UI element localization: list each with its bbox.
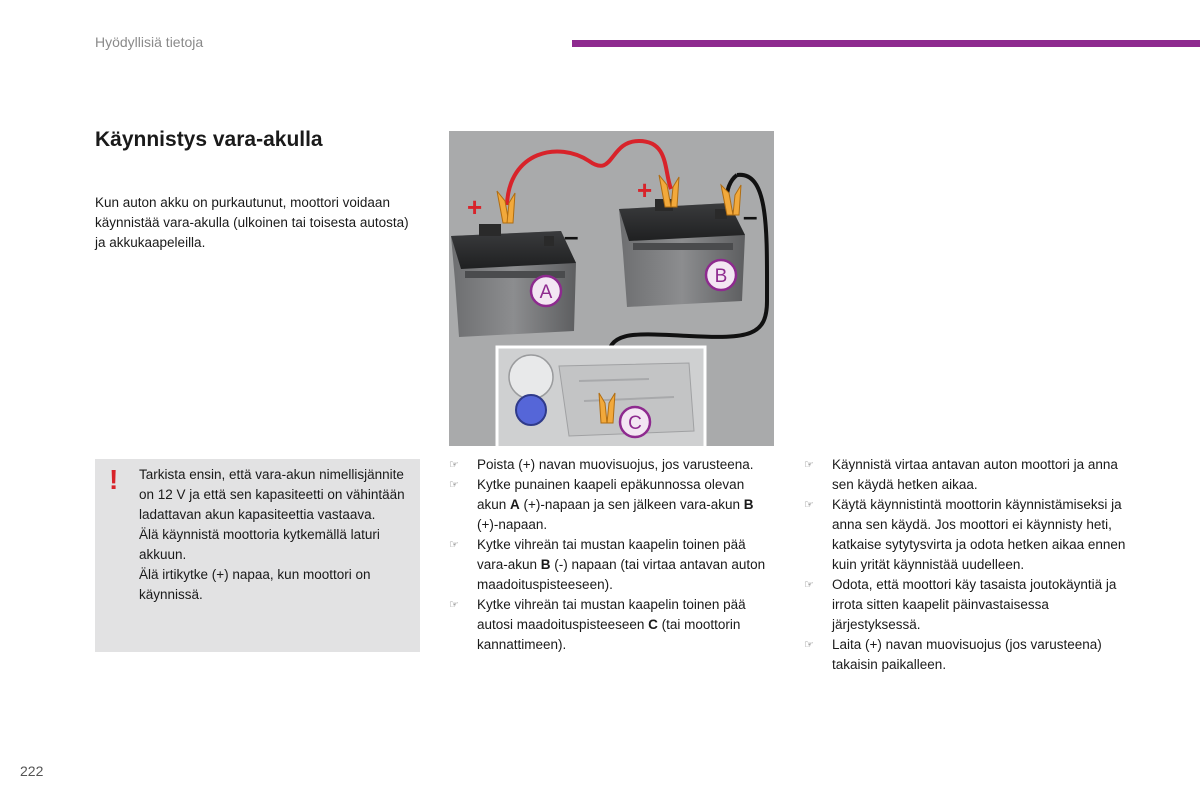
- pointing-hand-icon: ☞: [449, 539, 459, 551]
- intro-paragraph: Kun auton akku on purkautunut, moottori voidaan käynnistää vara-akulla (ulkoinen tai toisesta autosta) ja akkukaapeleilla.: [95, 195, 409, 250]
- plus-sign-b: +: [637, 175, 653, 205]
- pointing-hand-icon: ☞: [804, 459, 814, 471]
- procedure-steps-column-1: [449, 455, 769, 655]
- label-a-badge: [531, 276, 561, 306]
- procedure-steps-column-2: [804, 455, 1134, 675]
- warning-line: Älä irtikytke (+) napaa, kun moottori on käynnissä.: [139, 567, 371, 602]
- step-item: ☞ Kytke vihreän tai mustan kaapelin toinen pää vara-akun B (-) napaan (tai virtaa antavan auton maadoituspisteeseen).: [449, 537, 766, 592]
- svg-text:C: C: [628, 413, 642, 434]
- pointing-hand-icon: ☞: [804, 579, 814, 591]
- svg-text:A: A: [539, 282, 553, 303]
- step-item: ☞ Kytke punainen kaapeli epäkunnossa olevan akun A (+)-napaan ja sen jälkeen vara-akun B (+)-napaan.: [449, 477, 754, 532]
- minus-sign-b: –: [743, 201, 758, 231]
- step-item: ☞ Käytä käynnistintä moottorin käynnistämiseksi ja anna sen käydä. Jos moottori ei käynnisty heti, katkaise sytytysvirta ja odota hetken aikaa ennen kuin yrität käynnistää uudelleen.: [804, 497, 1126, 572]
- warning-text: [139, 465, 411, 605]
- step-item: ☞ Laita (+) navan muovisuojus (jos varusteena) takaisin paikalleen.: [804, 637, 1102, 672]
- pointing-hand-icon: ☞: [804, 499, 814, 511]
- pointing-hand-icon: ☞: [449, 599, 459, 611]
- step-item: ☞ Kytke vihreän tai mustan kaapelin toinen pää autosi maadoituspisteeseen C (tai moottorin kannattimeen).: [449, 597, 746, 652]
- step-item: ☞ Käynnistä virtaa antavan auton moottori ja anna sen käydä hetken aikaa.: [804, 457, 1118, 492]
- warning-box: [95, 459, 420, 652]
- minus-sign-a: –: [564, 221, 579, 251]
- section-label: Hyödyllisiä tietoja: [95, 34, 204, 50]
- section-accent-bar: [572, 40, 1200, 47]
- battery-b-icon: [619, 199, 745, 307]
- step-item: ☞ Odota, että moottori käy tasaista joutokäyntiä ja irrota sitten kaapelit päinvastaisessa järjestyksessä.: [804, 577, 1117, 632]
- pointing-hand-icon: ☞: [449, 459, 459, 471]
- label-b-badge: [706, 260, 736, 290]
- page-title: Käynnistys vara-akulla: [95, 128, 323, 151]
- jump-start-illustration: [449, 131, 774, 446]
- step-item: ☞ Poista (+) navan muovisuojus, jos varusteena.: [449, 455, 769, 475]
- pointing-hand-icon: ☞: [804, 639, 814, 651]
- svg-text:B: B: [714, 266, 728, 287]
- pointing-hand-icon: ☞: [449, 479, 459, 491]
- page-number: 222: [20, 763, 44, 779]
- warning-icon: !: [109, 464, 119, 495]
- warning-line: Älä käynnistä moottoria kytkemällä laturi akkuun.: [139, 527, 380, 562]
- plus-sign-a: +: [467, 192, 483, 222]
- label-c-badge: [620, 407, 650, 437]
- warning-line: Tarkista ensin, että vara-akun nimellisjännite on 12 V ja että sen kapasiteetti on vähintään ladattavan akun kapasiteettia vastaava.: [139, 467, 405, 522]
